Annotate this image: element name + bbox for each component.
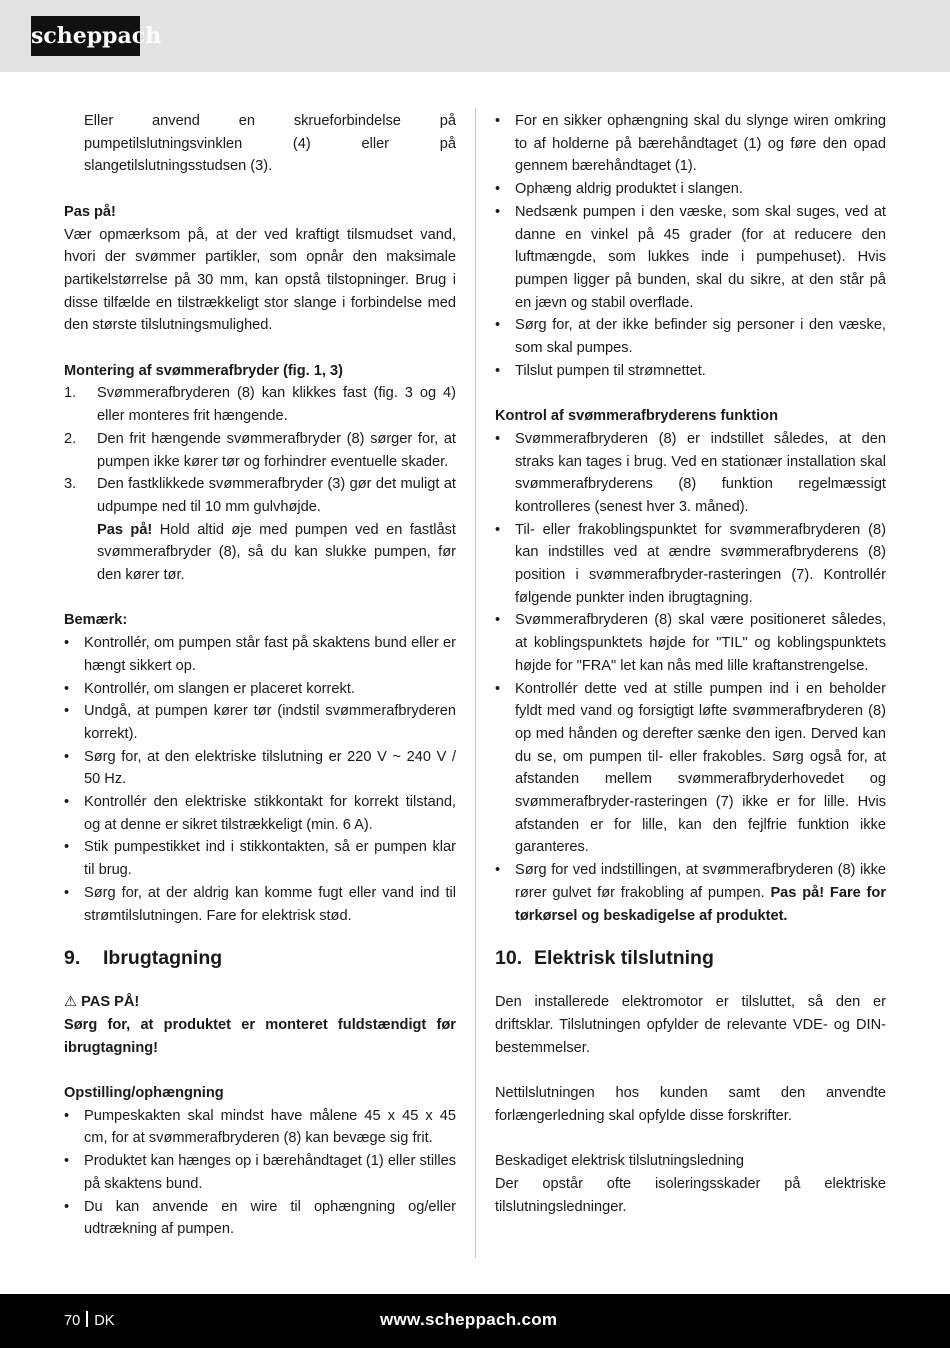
list-item: • Stik pumpestikket ind i stikkontakten, så er pumpen klar til brug.: [64, 839, 456, 879]
mount-title: Montering af svømmerafbryder (fig. 1, 3): [64, 362, 343, 379]
list-item: • Sørg for, at der aldrig kan komme fugt eller vand ind til strømtilslutningen. Fare for elektrisk stød.: [64, 884, 456, 924]
check-title: Kontrol af svømmerafbryderens funktion: [495, 408, 779, 425]
list-item: • Sørg for, at der ikke befinder sig personer i den væske, som skal pumpes.: [495, 317, 886, 357]
intro-paragraph: Eller anvend en skrueforbindelse på pumpetilslutningsvinklen (4) eller på slangetilslutningsstudsen (3).: [84, 113, 456, 175]
list-item: • Tilslut pumpen til strømnettet.: [495, 362, 706, 379]
section-10-heading: 10. Elektrisk tilslutning: [495, 947, 714, 970]
setup-list-continued: [495, 110, 886, 382]
left-column: [64, 110, 456, 1241]
website-link[interactable]: www.scheppach.com: [380, 1310, 558, 1329]
warning-text: Sørg for, at produktet er monteret fuldstændigt før ibrugtagning!: [64, 1016, 456, 1056]
list-item: 3. Den fastklikkede svømmerafbryder (3) gør det muligt at udpumpe ned til 10 mm gulvhøjde.: [64, 476, 456, 515]
right-column: [495, 110, 886, 1218]
list-item: • Kontrollér den elektriske stikkontakt for korrekt tilstand, og at denne er sikret tilstrækkeligt (min. 6 A).: [64, 794, 456, 833]
warning-icon: ⚠: [64, 994, 78, 1011]
list-item: • Svømmerafbryderen (8) er indstillet således, at den straks kan tages i brug. Ved en stationær installation skal svømmerafbryderens (8) funktion regelmæssigt kontrolleres (senest hver 3. måned).: [495, 430, 886, 515]
list-item: • Undgå, at pumpen kører tør (indstil svømmerafbryderen korrekt).: [64, 703, 456, 742]
mount-note: Pas på! Hold altid øje med pumpen ved en fastlåst svømmerafbryder (8), så du kan slukke pumpen, før den kører tør.: [97, 521, 456, 584]
list-item: • Nedsænk pumpen i den væske, som skal suges, ved at danne en vinkel på 45 grader (for at reducere den luftmængde, som lukkes inde i pumpehuset). Hvis pumpen ligger på bunden, skal du sikre, at den står på en jævn og stabil overflade.: [495, 203, 886, 311]
list-item: • For en sikker ophængning skal du slynge wiren omkring to af holderne på bærehåndtaget (1) og føre den opad gennem bærehåndtaget (1).: [495, 113, 886, 175]
list-item: • Ophæng aldrig produktet i slangen.: [495, 181, 743, 198]
list-item: • Sørg for, at den elektriske tilslutning er 220 V ~ 240 V / 50 Hz.: [64, 748, 456, 788]
list-item: • Pumpeskakten skal mindst have målene 45 x 45 x 45 cm, for at svømmerafbryderen (8) kan bevæge sig frit.: [64, 1107, 456, 1147]
page-footer: [0, 1294, 950, 1348]
check-list: [495, 428, 886, 927]
setup-title: Opstilling/ophængning: [64, 1085, 224, 1102]
caution-text: Vær opmærksom på, at der ved kraftigt tilsmudset vand, hvori der svømmer partikler, som opnår den maksimale partikelstørrelse på 30 mm, kan opstå tilstopninger. Brug i disse tilfælde en tilstrækkeligt stor slange i forbindelse med den største tilslutningsmulighed.: [64, 226, 456, 334]
list-item: 2. Den frit hængende svømmerafbryder (8) sørger for, at pumpen ikke kører tør og forhindrer eventuelle skader.: [64, 430, 456, 470]
note-list: [64, 632, 456, 927]
list-item: • Produktet kan hænges op i bærehåndtaget (1) eller stilles på skaktens bund.: [64, 1153, 456, 1192]
list-item: • Svømmerafbryderen (8) skal være positioneret således, at koblingspunktets højde for "TIL" og koblingspunktets højde for "FRA" let kan nås med lille kraftanstrengelse.: [495, 612, 886, 674]
warning-title: ⚠ PAS PÅ!: [64, 994, 140, 1011]
list-item: • Kontrollér, om pumpen står fast på skaktens bund eller er hængt sikkert op.: [64, 635, 456, 674]
column-divider: [475, 108, 476, 1258]
list-item: 1. Svømmerafbryderen (8) kan klikkes fast (fig. 3 og 4) eller monteres frit hængende.: [64, 385, 456, 425]
list-item: • Kontrollér, om slangen er placeret korrekt.: [64, 680, 355, 697]
list-item: • Kontrollér dette ved at stille pumpen ind i en beholder fyldt med vand og forsigtigt løfte svømmerafbryderen (8) op med hånden og derefter sænke den igen. Derved kan du se, om pumpen til- eller frakobles. Sørg også for, at afstanden mellem svømmerafbryderhovedet og svømmerafbryder-rasteringen (7) ikke er for lille. Hvis afstanden er for lille, kan den fejlfrie funktion ikke garanteres.: [495, 680, 886, 856]
mount-list: [64, 382, 456, 518]
setup-list: [64, 1105, 456, 1241]
page-header: [0, 0, 950, 72]
brand-logo: scheppach: [31, 16, 140, 56]
caution-title: Pas på!: [64, 203, 116, 220]
electric-paragraph-1: Den installerede elektromotor er tilsluttet, så den er driftsklar. Tilslutningen opfylder de relevante VDE- og DIN-bestemmelser.: [495, 994, 886, 1056]
page-number: 70 DK: [64, 1313, 115, 1329]
list-item: • Sørg for ved indstillingen, at svømmerafbryderen (8) ikke rører gulvet før frakobling af pumpen. Pas på! Fare for tørkørsel og beskadigelse af produktet.: [495, 862, 886, 924]
damaged-cable-text: Der opstår ofte isoleringsskader på elektriske tilslutningsledninger.: [495, 1175, 886, 1215]
note-title: Bemærk:: [64, 612, 128, 629]
damaged-cable-title: Beskadiget elektrisk tilslutningsledning: [495, 1153, 745, 1170]
list-item: • Til- eller frakoblingspunktet for svømmerafbryderen (8) kan indstilles ved at ændre svømmerafbryderens (8) position i svømmerafbryder-rasteringen (7). Kontrollér følgende punkter inden ibrugtagning.: [495, 521, 886, 606]
electric-paragraph-2: Nettilslutningen hos kunden samt den anvendte forlængerledning skal opfylde disse forskrifter.: [495, 1085, 886, 1124]
list-item: • Du kan anvende en wire til ophængning og/eller udtrækning af pumpen.: [64, 1198, 456, 1238]
section-9-heading: 9. Ibrugtagning: [64, 947, 223, 970]
